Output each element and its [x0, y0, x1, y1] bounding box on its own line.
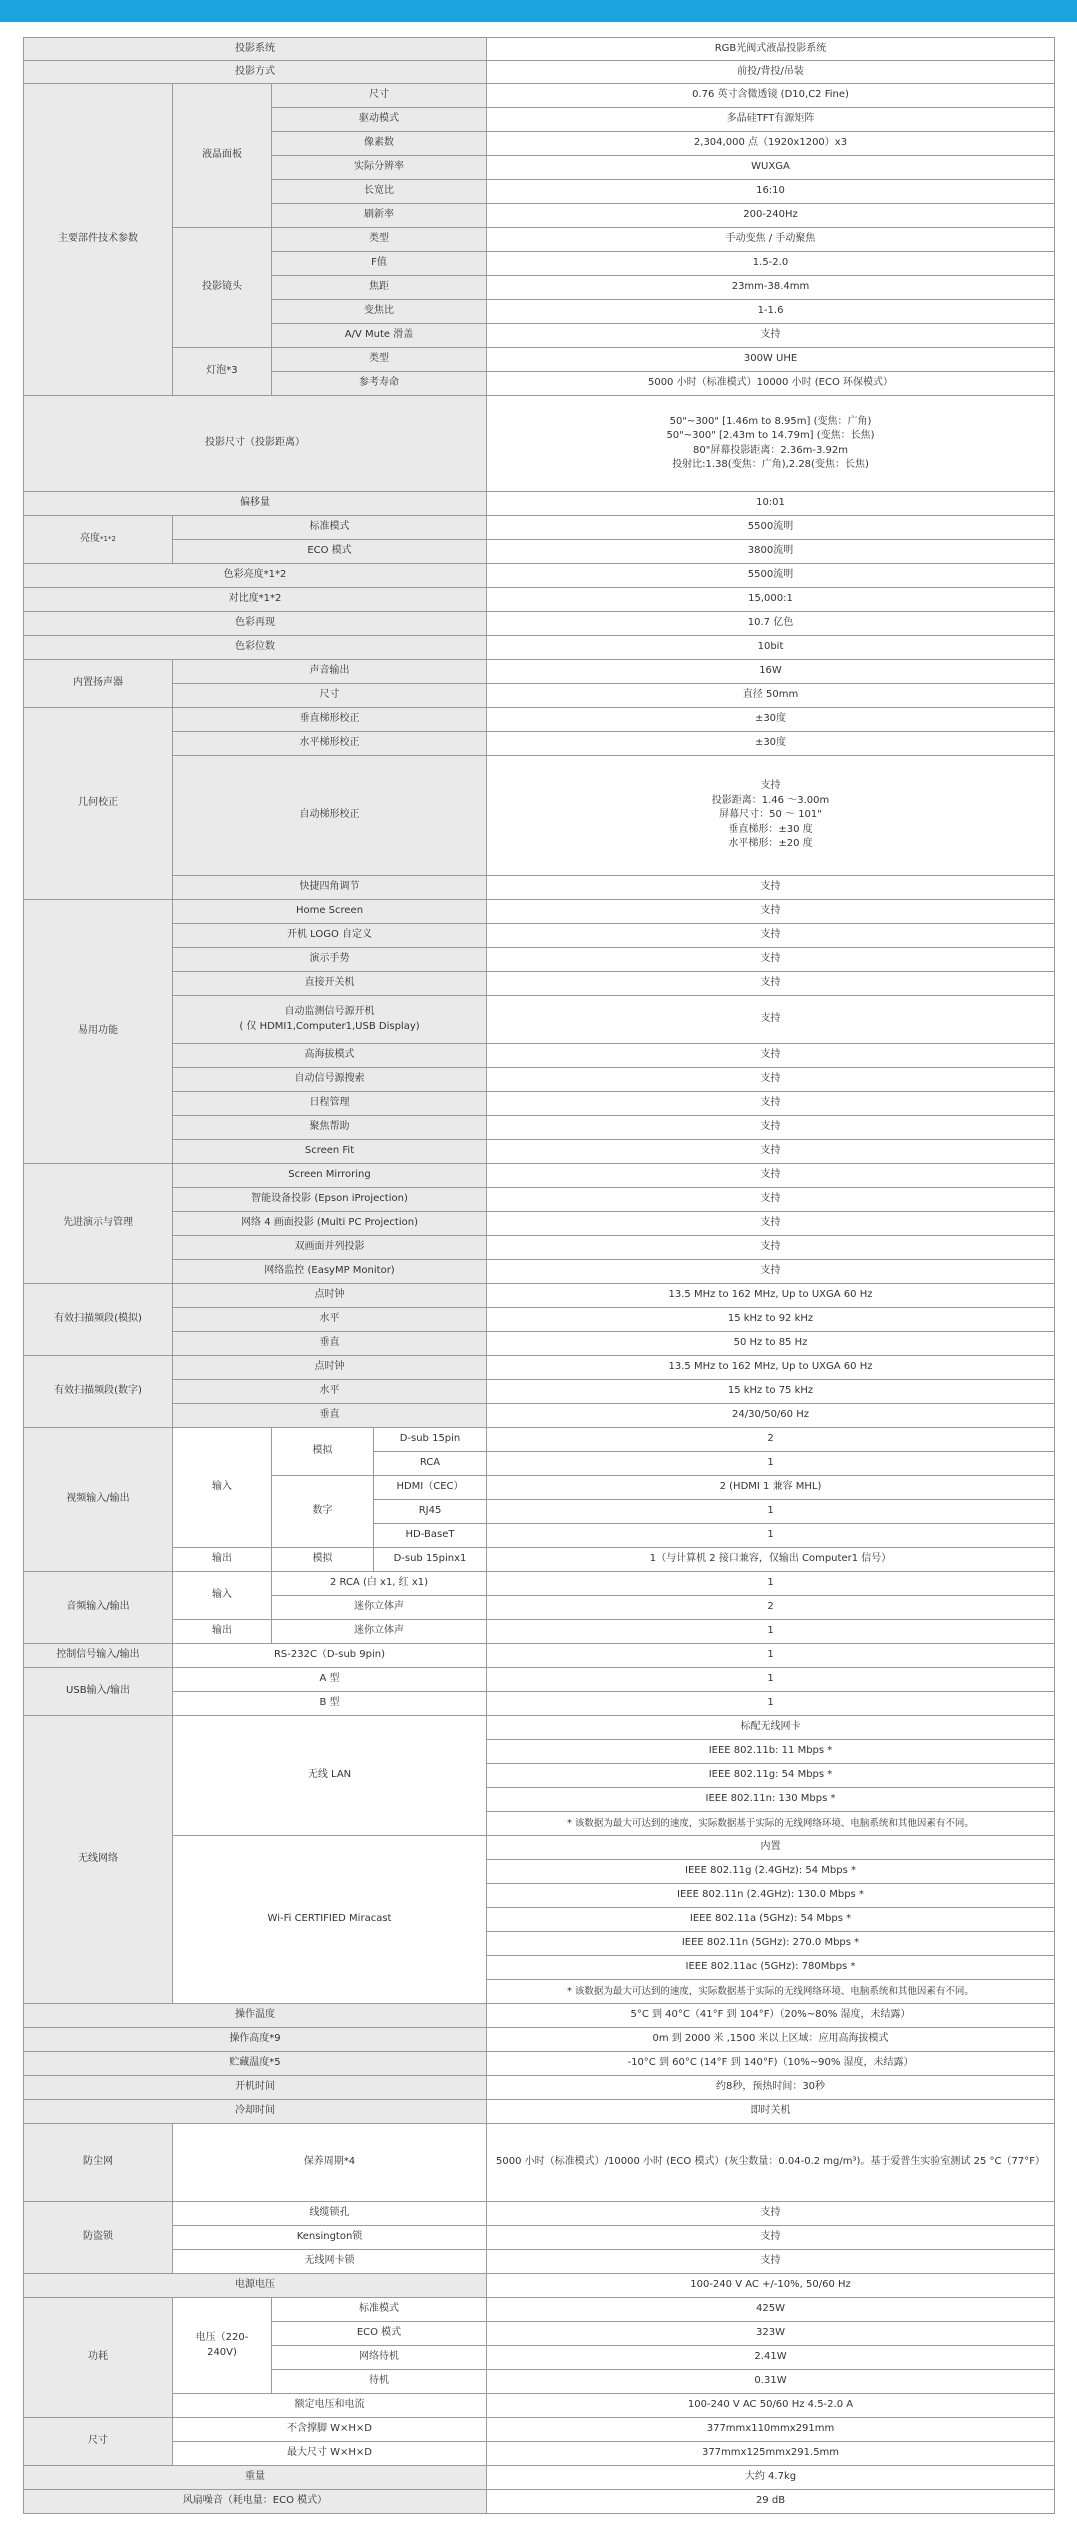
table-row: [24, 1716, 1055, 1740]
spec-value-multiline: [487, 756, 1055, 876]
spec-value: 24/30/50/60 Hz: [487, 1404, 1055, 1428]
table-row: [24, 540, 1055, 564]
spec-value: 5500流明: [487, 564, 1055, 588]
voltage-label-line: 240V): [207, 2346, 237, 2358]
table-row: [24, 924, 1055, 948]
spec-label: 驱动模式: [272, 108, 487, 132]
spec-label: 电源电压: [24, 2274, 487, 2298]
spec-label: 重量: [24, 2466, 487, 2490]
spec-label: 贮藏温度*5: [24, 2052, 487, 2076]
spec-value: IEEE 802.11g (2.4GHz): 54 Mbps *: [487, 1860, 1055, 1884]
spec-value: 1: [487, 1572, 1055, 1596]
spec-value: 1-1.6: [487, 300, 1055, 324]
table-row: [24, 1644, 1055, 1668]
spec-value: 13.5 MHz to 162 MHz, Up to UXGA 60 Hz: [487, 1284, 1055, 1308]
spec-label: 实际分辨率: [272, 156, 487, 180]
table-row: [24, 1836, 1055, 1860]
spec-value: 15 kHz to 92 kHz: [487, 1308, 1055, 1332]
spec-label: 类型: [272, 228, 487, 252]
spec-label: A 型: [173, 1668, 487, 1692]
subgroup-label-analog: 模拟: [272, 1548, 374, 1572]
spec-value: 支持: [487, 1116, 1055, 1140]
spec-value: 300W UHE: [487, 348, 1055, 372]
footnote: * 该数据为最大可达到的速度，实际数据基于实际的无线网络环境、电脑系统和其他因素有不同。: [487, 1812, 1055, 1836]
spec-value: IEEE 802.11ac (5GHz): 780Mbps *: [487, 1956, 1055, 1980]
table-row: [24, 1548, 1055, 1572]
table-row: [24, 2052, 1055, 2076]
table-row: [24, 2394, 1055, 2418]
spec-value: 支持: [487, 900, 1055, 924]
spec-label: Screen Mirroring: [173, 1164, 487, 1188]
spec-label: Screen Fit: [173, 1140, 487, 1164]
table-row: [24, 61, 1055, 84]
table-row: [24, 564, 1055, 588]
spec-value: 1: [487, 1500, 1055, 1524]
spec-label: RJ45: [374, 1500, 487, 1524]
spec-value: 内置: [487, 1836, 1055, 1860]
spec-label: 风扇噪音（耗电量：ECO 模式）: [24, 2490, 487, 2514]
spec-label: 自动梯形校正: [173, 756, 487, 876]
group-label-speaker: 内置扬声器: [24, 660, 173, 708]
spec-label: A/V Mute 滑盖: [272, 324, 487, 348]
spec-value: 0m 到 2000 米 ,1500 米以上区域：应用高海拔模式: [487, 2028, 1055, 2052]
table-row: [24, 1164, 1055, 1188]
table-row: [24, 1428, 1055, 1452]
spec-value: IEEE 802.11n (2.4GHz): 130.0 Mbps *: [487, 1884, 1055, 1908]
subgroup-label-wireless-lan: 无线 LAN: [173, 1716, 487, 1836]
voltage-label-line: 电压（220-: [195, 2332, 249, 2343]
table-row: [24, 1356, 1055, 1380]
spec-value: 1: [487, 1692, 1055, 1716]
table-row: [24, 2202, 1055, 2226]
table-row: [24, 684, 1055, 708]
auto-keystone-line: 屏幕尺寸：50 ～ 101": [719, 809, 822, 821]
proj-size-line: 50"~300" [1.46m to 8.95m] (变焦：广角): [669, 415, 872, 427]
spec-value: 支持: [487, 1188, 1055, 1212]
table-row: [24, 588, 1055, 612]
table-row: [24, 228, 1055, 252]
spec-label: 操作温度: [24, 2004, 487, 2028]
spec-label: 2 RCA (白 x1, 红 x1): [272, 1572, 487, 1596]
spec-value: IEEE 802.11n: 130 Mbps *: [487, 1788, 1055, 1812]
subgroup-label-miracast: Wi-Fi CERTIFIED Miracast: [173, 1836, 487, 2004]
spec-value: 大约 4.7kg: [487, 2466, 1055, 2490]
spec-label: 声音输出: [173, 660, 487, 684]
table-row: [24, 492, 1055, 516]
group-label-geometry: 几何校正: [24, 708, 173, 900]
table-row: [24, 876, 1055, 900]
spec-label: 水平: [173, 1380, 487, 1404]
spec-label: 网络待机: [272, 2346, 487, 2370]
spec-value: 5500流明: [487, 516, 1055, 540]
table-row: [24, 2124, 1055, 2202]
spec-label: 长宽比: [272, 180, 487, 204]
spec-value: 支持: [487, 1260, 1055, 1284]
subgroup-label-input: 输入: [173, 1572, 272, 1620]
spec-value: 支持: [487, 1044, 1055, 1068]
subgroup-label-lcd: 液晶面板: [173, 84, 272, 228]
spec-label: 最大尺寸 W×H×D: [173, 2442, 487, 2466]
spec-label: HD-BaseT: [374, 1524, 487, 1548]
spec-label: 迷你立体声: [272, 1620, 487, 1644]
spec-value: IEEE 802.11n (5GHz): 270.0 Mbps *: [487, 1932, 1055, 1956]
spec-value: IEEE 802.11a (5GHz): 54 Mbps *: [487, 1908, 1055, 1932]
spec-value: 支持: [487, 924, 1055, 948]
spec-label: 焦距: [272, 276, 487, 300]
spec-value: 直径 50mm: [487, 684, 1055, 708]
subgroup-label-analog: 模拟: [272, 1428, 374, 1476]
group-label-main: 主要部件技术参数: [24, 84, 173, 396]
subgroup-label-input: 输入: [173, 1428, 272, 1548]
spec-label: 日程管理: [173, 1092, 487, 1116]
spec-table: [23, 37, 1055, 2514]
table-row: [24, 2466, 1055, 2490]
proj-size-line: 80"屏幕投影距离：2.36m-3.92m: [693, 444, 848, 456]
spec-label: F值: [272, 252, 487, 276]
table-row: [24, 2274, 1055, 2298]
table-row: [24, 1404, 1055, 1428]
spec-label: HDMI（CEC）: [374, 1476, 487, 1500]
table-row: [24, 1332, 1055, 1356]
table-row: [24, 1188, 1055, 1212]
spec-label-multiline: [173, 996, 487, 1044]
spec-value: 1: [487, 1452, 1055, 1476]
group-label-brightness: 亮度*1*2: [24, 516, 173, 564]
spec-label: 水平梯形校正: [173, 732, 487, 756]
autosrc-label-line: 自动监测信号源开机: [284, 1006, 375, 1017]
subgroup-label-digital: 数字: [272, 1476, 374, 1548]
spec-label: 垂直: [173, 1332, 487, 1356]
spec-label: 开机时间: [24, 2076, 487, 2100]
spec-value: 1: [487, 1524, 1055, 1548]
spec-label: 点时钟: [173, 1356, 487, 1380]
table-row: [24, 1212, 1055, 1236]
table-row: [24, 996, 1055, 1044]
spec-label: 投影尺寸（投影距离）: [24, 396, 487, 492]
spec-value: 5000 小时（标准模式）10000 小时 (ECO 环保模式）: [487, 372, 1055, 396]
subgroup-label-output: 输出: [173, 1548, 272, 1572]
proj-size-line: 50"~300" [2.43m to 14.79m] (变焦：长焦): [666, 430, 875, 441]
spec-value: 支持: [487, 2226, 1055, 2250]
spec-value: 2,304,000 点（1920x1200）x3: [487, 132, 1055, 156]
table-row: [24, 1140, 1055, 1164]
spec-label: 不含撑脚 W×H×D: [173, 2418, 487, 2442]
spec-value: 支持: [487, 876, 1055, 900]
spec-label: 保养周期*4: [173, 2124, 487, 2202]
spec-label: ECO 模式: [272, 2322, 487, 2346]
spec-value: 即时关机: [487, 2100, 1055, 2124]
table-row: [24, 900, 1055, 924]
spec-value: 手动变焦 / 手动聚焦: [487, 228, 1055, 252]
spec-label: 水平: [173, 1308, 487, 1332]
spec-value: 377mmx110mmx291mm: [487, 2418, 1055, 2442]
spec-label: Home Screen: [173, 900, 487, 924]
spec-value: 支持: [487, 2202, 1055, 2226]
spec-value: 5°C 到 40°C（41°F 到 104°F）（20%~80% 湿度，未结露）: [487, 2004, 1055, 2028]
spec-value: 支持: [487, 1092, 1055, 1116]
spec-value: WUXGA: [487, 156, 1055, 180]
spec-label: B 型: [173, 1692, 487, 1716]
table-row: [24, 396, 1055, 492]
auto-keystone-line: 支持: [760, 780, 781, 792]
spec-value-multiline: [487, 396, 1055, 492]
spec-value: 1.5-2.0: [487, 252, 1055, 276]
spec-value: 200-240Hz: [487, 204, 1055, 228]
spec-value: 支持: [487, 1140, 1055, 1164]
spec-label: RS-232C（D-sub 9pin): [173, 1644, 487, 1668]
table-row: [24, 2490, 1055, 2514]
spec-label: 无线网卡锁: [173, 2250, 487, 2274]
group-label-video-io: 视频输入/输出: [24, 1428, 173, 1572]
spec-label: 高海拔模式: [173, 1044, 487, 1068]
table-row: [24, 2442, 1055, 2466]
table-row: [24, 972, 1055, 996]
footnote: * 该数据为最大可达到的速度，实际数据基于实际的无线网络环境、电脑系统和其他因素有不同。: [487, 1980, 1055, 2004]
spec-label: 刷新率: [272, 204, 487, 228]
spec-value: 50 Hz to 85 Hz: [487, 1332, 1055, 1356]
spec-value: 3800流明: [487, 540, 1055, 564]
spec-label: 冷却时间: [24, 2100, 487, 2124]
table-row: [24, 1284, 1055, 1308]
subgroup-label-voltage: [173, 2298, 272, 2394]
group-label-power: 功耗: [24, 2298, 173, 2418]
table-row: [24, 1380, 1055, 1404]
spec-value: 10:01: [487, 492, 1055, 516]
spec-value: RGB光阀式液晶投影系统: [487, 38, 1055, 61]
spec-value: 支持: [487, 324, 1055, 348]
table-row: [24, 1572, 1055, 1596]
spec-value: 约8秒，预热时间：30秒: [487, 2076, 1055, 2100]
spec-label: 迷你立体声: [272, 1596, 487, 1620]
spec-value: 1: [487, 1620, 1055, 1644]
group-label-antitheft: 防盗锁: [24, 2202, 173, 2274]
spec-label: 快捷四角调节: [173, 876, 487, 900]
spec-value: 0.76 英寸含微透镜 (D10,C2 Fine): [487, 84, 1055, 108]
spec-value: 支持: [487, 948, 1055, 972]
spec-value: 100-240 V AC 50/60 Hz 4.5-2.0 A: [487, 2394, 1055, 2418]
spec-value: 支持: [487, 996, 1055, 1044]
table-row: [24, 2004, 1055, 2028]
spec-label: ECO 模式: [173, 540, 487, 564]
spec-label: 自动信号源搜索: [173, 1068, 487, 1092]
spec-label: 点时钟: [173, 1284, 487, 1308]
spec-value: 5000 小时（标准模式）/10000 小时 (ECO 模式）(灰尘数量：0.04-0.2 mg/m³)。基于爱普生实验室测试 25 °C（77°F）: [487, 2124, 1055, 2202]
spec-value: IEEE 802.11g: 54 Mbps *: [487, 1764, 1055, 1788]
group-label-dimensions: 尺寸: [24, 2418, 173, 2466]
spec-label: 投影系统: [24, 38, 487, 61]
spec-value: 多晶硅TFT有源矩阵: [487, 108, 1055, 132]
auto-keystone-line: 投影距离：1.46 ～3.00m: [711, 794, 830, 806]
spec-label: 双画面并列投影: [173, 1236, 487, 1260]
spec-label: 变焦比: [272, 300, 487, 324]
table-row: [24, 2298, 1055, 2322]
spec-value: ±30度: [487, 708, 1055, 732]
spec-value: 2.41W: [487, 2346, 1055, 2370]
spec-value: 支持: [487, 1068, 1055, 1092]
group-label-scan-analog: 有效扫描频段(模拟): [24, 1284, 173, 1356]
spec-label: 操作高度*9: [24, 2028, 487, 2052]
spec-label: 网络 4 画面投影 (Multi PC Projection): [173, 1212, 487, 1236]
spec-label: 像素数: [272, 132, 487, 156]
spec-label: 色彩亮度*1*2: [24, 564, 487, 588]
spec-value: 2: [487, 1428, 1055, 1452]
spec-value: -10°C 到 60°C (14°F 到 140°F)（10%~90% 湿度，未结露）: [487, 2052, 1055, 2076]
top-accent-bar: [0, 0, 1077, 22]
table-row: [24, 1044, 1055, 1068]
group-label-dust: 防尘网: [24, 2124, 173, 2202]
table-row: [24, 2250, 1055, 2274]
spec-label: 标准模式: [272, 2298, 487, 2322]
spec-label: 尺寸: [173, 684, 487, 708]
spec-label: 聚焦帮助: [173, 1116, 487, 1140]
subgroup-label-output: 输出: [173, 1620, 272, 1644]
table-row: [24, 1236, 1055, 1260]
spec-value: ±30度: [487, 732, 1055, 756]
spec-value: 前投/背投/吊装: [487, 61, 1055, 84]
table-row: [24, 1692, 1055, 1716]
spec-value: 29 dB: [487, 2490, 1055, 2514]
table-row: [24, 636, 1055, 660]
spec-label: Kensington锁: [173, 2226, 487, 2250]
table-row: [24, 2028, 1055, 2052]
auto-keystone-line: 水平梯形：±20 度: [728, 838, 813, 850]
table-row: [24, 1092, 1055, 1116]
spec-value: 323W: [487, 2322, 1055, 2346]
spec-value: 10.7 亿色: [487, 612, 1055, 636]
spec-value: 1（与计算机 2 接口兼容，仅输出 Computer1 信号）: [487, 1548, 1055, 1572]
spec-label: 类型: [272, 348, 487, 372]
spec-label: 参考寿命: [272, 372, 487, 396]
table-row: [24, 2226, 1055, 2250]
table-row: [24, 38, 1055, 61]
group-label-scan-digital: 有效扫描频段(数字): [24, 1356, 173, 1428]
spec-value: 支持: [487, 972, 1055, 996]
table-row: [24, 1308, 1055, 1332]
spec-label: 对比度*1*2: [24, 588, 487, 612]
spec-label: D-sub 15pinx1: [374, 1548, 487, 1572]
spec-value: 1: [487, 1668, 1055, 1692]
spec-label: 线缆锁孔: [173, 2202, 487, 2226]
spec-value: 支持: [487, 2250, 1055, 2274]
table-row: [24, 1260, 1055, 1284]
spec-value: 0.31W: [487, 2370, 1055, 2394]
proj-size-line: 投射比:1.38(变焦：广角),2.28(变焦：长焦): [672, 459, 869, 470]
spec-value: 1: [487, 1644, 1055, 1668]
spec-label: 额定电压和电流: [173, 2394, 487, 2418]
spec-label: 标准模式: [173, 516, 487, 540]
spec-label: 垂直: [173, 1404, 487, 1428]
subgroup-label-lens: 投影镜头: [173, 228, 272, 348]
table-row: [24, 2076, 1055, 2100]
table-row: [24, 1068, 1055, 1092]
spec-value: 10bit: [487, 636, 1055, 660]
table-row: [24, 516, 1055, 540]
spec-value: 13.5 MHz to 162 MHz, Up to UXGA 60 Hz: [487, 1356, 1055, 1380]
spec-value: 15,000:1: [487, 588, 1055, 612]
table-row: [24, 612, 1055, 636]
table-row: [24, 732, 1055, 756]
table-row: [24, 1116, 1055, 1140]
group-label-usb-io: USB输入/输出: [24, 1668, 173, 1716]
spec-value: 2: [487, 1596, 1055, 1620]
group-label-audio-io: 音频输入/输出: [24, 1572, 173, 1644]
group-label-ease: 易用功能: [24, 900, 173, 1164]
spec-value: 15 kHz to 75 kHz: [487, 1380, 1055, 1404]
table-row: [24, 660, 1055, 684]
spec-label: 投影方式: [24, 61, 487, 84]
spec-value: 支持: [487, 1164, 1055, 1188]
spec-label: RCA: [374, 1452, 487, 1476]
spec-label: 待机: [272, 2370, 487, 2394]
table-row: [24, 1620, 1055, 1644]
group-label-control-io: 控制信号输入/输出: [24, 1644, 173, 1668]
spec-value: 16W: [487, 660, 1055, 684]
spec-label: 开机 LOGO 自定义: [173, 924, 487, 948]
spec-value: 16:10: [487, 180, 1055, 204]
group-label-advanced: 先进演示与管理: [24, 1164, 173, 1284]
subgroup-label-lamp: 灯泡*3: [173, 348, 272, 396]
table-row: [24, 756, 1055, 876]
table-row: [24, 1668, 1055, 1692]
spec-value: 377mmx125mmx291.5mm: [487, 2442, 1055, 2466]
table-row: [24, 84, 1055, 108]
table-row: [24, 2418, 1055, 2442]
spec-value: 2 (HDMI 1 兼容 MHL): [487, 1476, 1055, 1500]
table-row: [24, 2100, 1055, 2124]
auto-keystone-line: 垂直梯形：±30 度: [728, 823, 813, 835]
autosrc-label-line: ( 仅 HDMI1,Computer1,USB Display): [239, 1020, 420, 1032]
spec-value: 23mm-38.4mm: [487, 276, 1055, 300]
spec-label: 网络监控 (EasyMP Monitor): [173, 1260, 487, 1284]
spec-label: 色彩位数: [24, 636, 487, 660]
spec-label: 直接开关机: [173, 972, 487, 996]
spec-label: 智能设备投影 (Epson iProjection): [173, 1188, 487, 1212]
table-row: [24, 348, 1055, 372]
spec-label: 偏移量: [24, 492, 487, 516]
group-label-wireless: 无线网络: [24, 1716, 173, 2004]
spec-label: 垂直梯形校正: [173, 708, 487, 732]
table-row: [24, 948, 1055, 972]
table-row: [24, 708, 1055, 732]
spec-value: 标配无线网卡: [487, 1716, 1055, 1740]
spec-label: 演示手势: [173, 948, 487, 972]
spec-value: 支持: [487, 1212, 1055, 1236]
spec-value: 425W: [487, 2298, 1055, 2322]
spec-value: IEEE 802.11b: 11 Mbps *: [487, 1740, 1055, 1764]
spec-label: 色彩再现: [24, 612, 487, 636]
spec-label: 尺寸: [272, 84, 487, 108]
spec-label: D-sub 15pin: [374, 1428, 487, 1452]
spec-value: 100-240 V AC +/-10%, 50/60 Hz: [487, 2274, 1055, 2298]
spec-value: 支持: [487, 1236, 1055, 1260]
